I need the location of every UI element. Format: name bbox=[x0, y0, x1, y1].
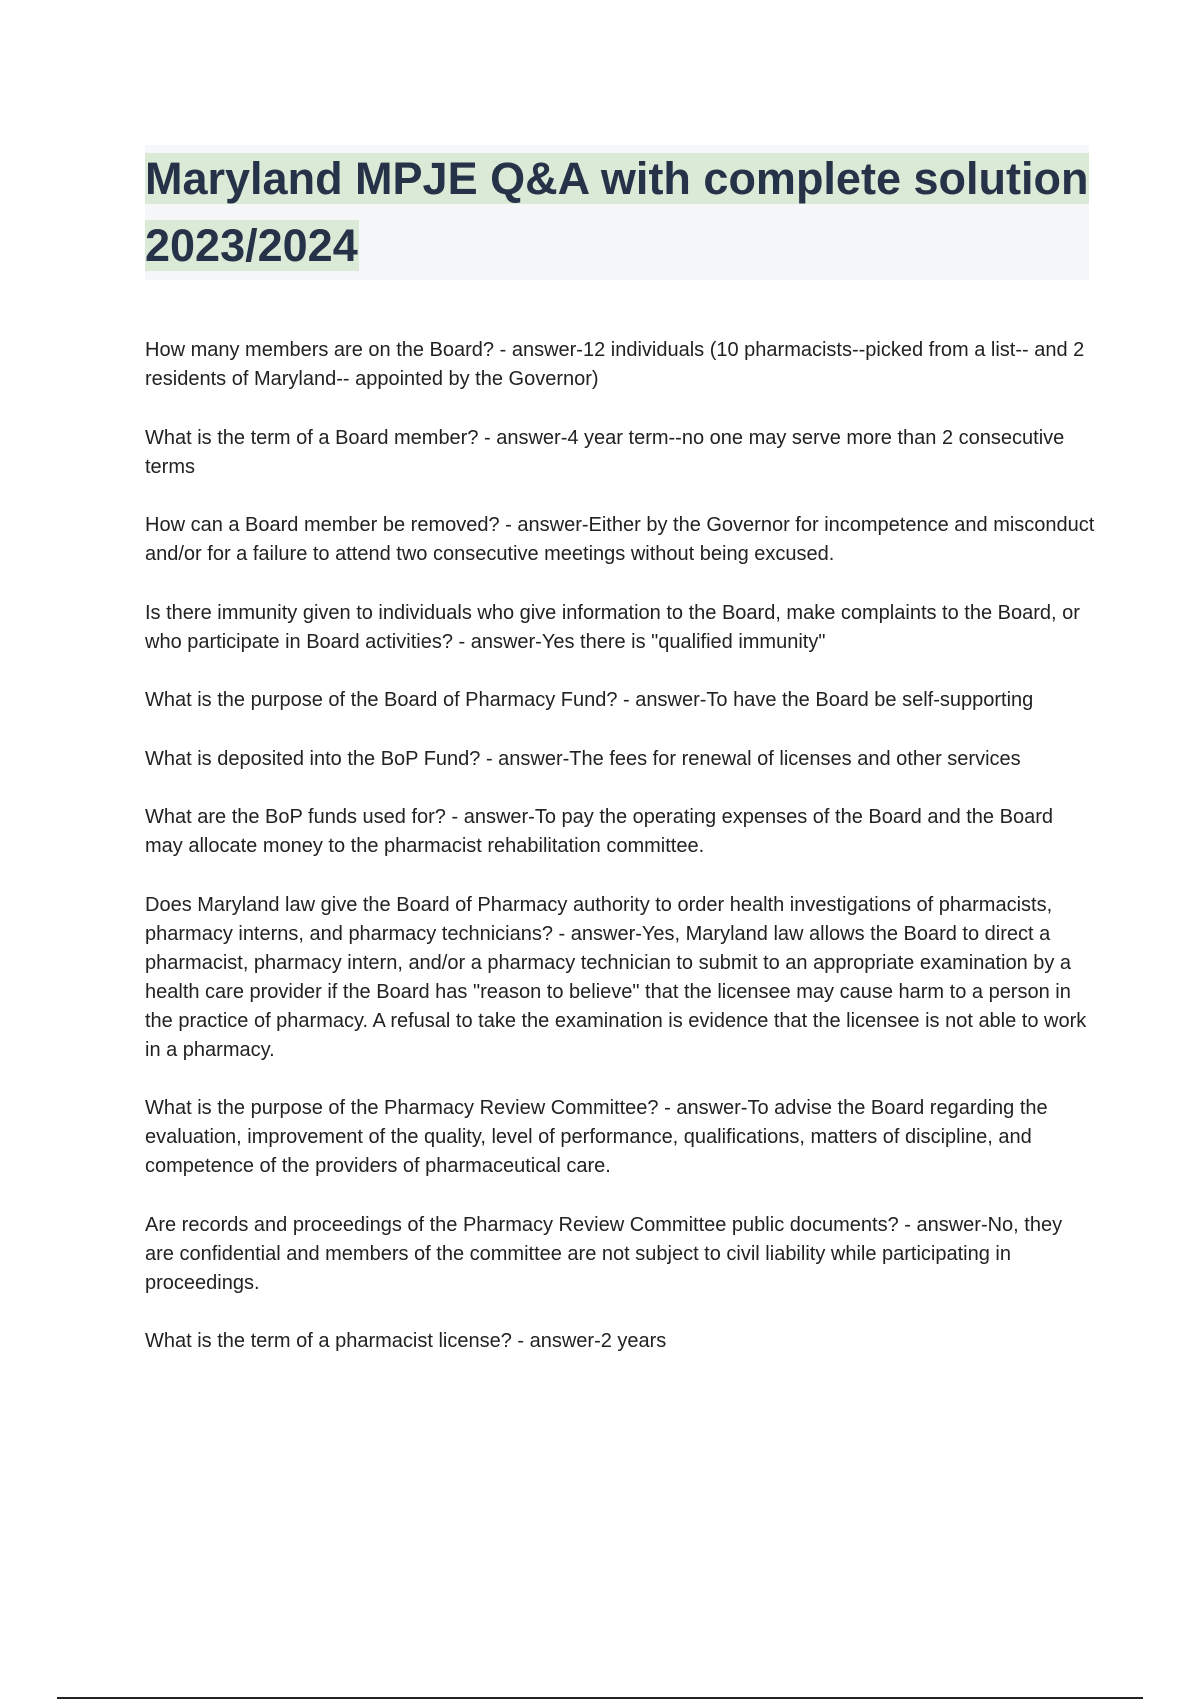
footer-divider bbox=[57, 1697, 1143, 1699]
title-block bbox=[145, 145, 1089, 280]
qa-item: Is there immunity given to individuals who give information to the Board, make complaints to the Board, or who participate in Board activities? - answer-Yes there is "qualified immunity" bbox=[145, 601, 1080, 653]
qa-item: What is the term of a Board member? - answer-4 year term--no one may serve more than 2 consecutive terms bbox=[145, 426, 1065, 478]
qa-item: What is the purpose of the Pharmacy Review Committee? - answer-To advise the Board regarding the evaluation, improvement of the quality, level of performance, qualifications, matters of discipline, and competence of the providers of pharmaceutical care. bbox=[145, 1097, 1048, 1177]
qa-item: How many members are on the Board? - answer-12 individuals (10 pharmacists--picked from a list-- and 2 residents of Maryland-- appointed by the Governor) bbox=[145, 339, 1085, 390]
qa-item: How can a Board member be removed? - answer-Either by the Governor for incompetence and misconduct and/or for a failure to attend two consecutive meetings without being excused. bbox=[145, 514, 1095, 565]
document-title bbox=[145, 145, 1089, 279]
qa-item: Are records and proceedings of the Pharmacy Review Committee public documents? - answer-No, they are confidential and members of the committee are not subject to civil liability while participating in proceedings. bbox=[145, 1213, 1063, 1294]
qa-list bbox=[145, 336, 1095, 1386]
qa-item: What are the BoP funds used for? - answer-To pay the operating expenses of the Board and the Board may allocate money to the pharmacist rehabilitation committee. bbox=[145, 806, 1053, 857]
qa-item: What is the purpose of the Board of Pharmacy Fund? - answer-To have the Board be self-supporting bbox=[145, 689, 1034, 711]
qa-item: What is the term of a pharmacist license? - answer-2 years bbox=[145, 1330, 667, 1352]
qa-item: Does Maryland law give the Board of Pharmacy authority to order health investigations of pharmacists, pharmacy interns, and pharmacy technicians? - answer-Yes, Maryland law allows the Board to direct a pharmacist, pharmacy intern, and/or a pharmacy technician to submit to an appropriate examination by a health care provider if the Board has "reason to believe" that the licensee may cause harm to a person in the practice of pharmacy. A refusal to take the examination is evidence that the licensee is not able to work in a pharmacy. bbox=[145, 893, 1087, 1061]
document-title-text: Maryland MPJE Q&A with complete solution 2023/2024 bbox=[145, 153, 1089, 271]
qa-item: What is deposited into the BoP Fund? - answer-The fees for renewal of licenses and other services bbox=[145, 747, 1021, 770]
